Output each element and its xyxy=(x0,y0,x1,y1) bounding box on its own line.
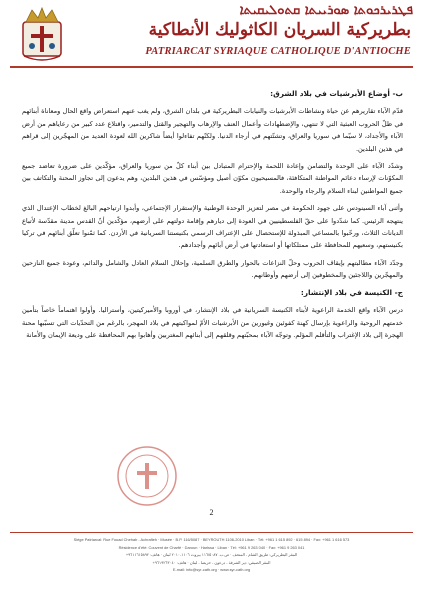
patriarchal-crest-icon xyxy=(18,6,66,64)
section-b-paragraph-2: وشدّد الآباء على الوحدة والتضامن وإعادة اللحمة والإحترام المتبادل بين أبناء كلّ من سوريا والعراق، مؤكّدين على ضرورة تعاضد جميع المكوّنات لإرساء دعائم المواطنة المتكافئة، فالمسيحيون مكوّن أصيل ومؤسّس في هذين البلدين، وهم يدعون إلى تجاوز المحنة والتكاتف بين جميع المواطنين لبناء السلام والرجاء والوحدة. xyxy=(22,162,403,195)
arabic-title: بطريركية السريان الكاثوليك الأنطاكية xyxy=(148,20,411,40)
section-b-paragraph-4: وجدّد الآباء مطالبتهم بإيقاف الحروب وحلّ النزاعات بالحوار والطرق السلمية، وإحلال السلام العادل والشامل والدائم، وعودة جميع النازحين والمهجّرين واللاجئين والمخطوفين إلى أرضهم وأوطانهم. xyxy=(22,258,403,280)
latin-title: PATRIARCAT SYRIAQUE CATHOLIQUE D'ANTIOCHE xyxy=(145,46,411,57)
letterhead xyxy=(0,0,423,84)
patriarchal-seal-stamp-icon xyxy=(116,445,178,507)
section-b-paragraph-1: قدّم الآباء تقاريرهم عن حياة ونشاطات الأبرشيات والنيابات البطريركية في بلدان الشرق، ولم يغب عنهم استعراض واقع الحال ومعاناة أبنائهم في ظلّ الحروب العبثية التي لا تنتهي، والإضطهادات وأعمال العنف والإرهاب والتهجير والقتل والتدمير، واقتلاع عدد كبير من رعاياهم من أرض الآباء والأجداد، لا سيّما في سوريا والعراق، وتشتّتهم في أرجاء الدنيا. ولكنّهم تفاءلوا أيضاً شاكرين الله لعودة العديد من المهجّرين إلى قراهم في هذين البلدين. xyxy=(22,107,403,153)
section-c-paragraph-1: درس الآباء واقع الخدمة الراعوية لأبناء الكنيسة السريانية في بلاد الإنتشار، في أوروبا والأميركيتين، وأستراليا. وأولوا اهتماماً خاصاً بتأمين خدمتهم الروحية والراعوية بإرسال كهنة كفوئين وغيورين من الأبرشيات الأمّ لمواكبتهم في بلاد المهجر، بالرغم من التحدّيات التي تسبّبها محنة الهجرة إلى بلاد الإغتراب والتأقلم المؤلم. وتوجّه الآباء بمحبّتهم وقلقهم إلى أبنائهم المغتربين وأهابوا بهم المحافظة على وديعة الإيمان والأمانة xyxy=(22,306,403,339)
section-c-heading: ج- الكنيسة في بلاد الإنتشار: xyxy=(300,287,403,297)
syriac-title: ܦܛܪܝܪܟܘܬܐ ܣܘܪܝܝܬܐ ܩܬܘܠܝܩܝܬܐ xyxy=(239,3,413,18)
footer-address-line: Siège Patriarcal: Rue Fouad Chehab - Achrafieh · Musée · B.P. 116/5087 · BEYROUTH 1106-2010 Liban · Tél: +961 1 615 892 · 615 894 · Fax: +961 1 616 573 xyxy=(73,537,350,542)
letterhead-divider xyxy=(10,66,413,68)
page-number: 2 xyxy=(209,508,214,517)
footer-divider xyxy=(10,532,413,533)
section-b-paragraph-3: وأثنى آباء السينودس على جهود الحكومة في مصر لتعزيز الوحدة الوطنية والإستقرار الإجتماعي، وأبدوا ارتياحهم البالغ لخطاب الإعتدال الذي ينتهجه الرئيس. كما شدّدوا على حقّ الفلسطينيين في العودة إلى ديارهم وإقامة دولتهم على أرضهم، مؤكّدين أنّ القدس مدينة مقدّسة لأتباع الديانات الثلاث، ورحّبوا بالمساعي المبذولة للإستحصال على الإعتراف الرسمي بكنيستنا السريانية في الأردن. كما ثمّنوا تعلّق أبنائهم في تركيا بكنيستهم، وسعيهم للمحافظة على ممتلكاتها أو استعادتها في أرض آبائهم وأجدادهم. xyxy=(22,204,403,250)
section-b-heading: ب- أوضاع الأبرشيات في بلاد الشرق: xyxy=(270,89,403,98)
footer xyxy=(10,536,413,574)
footer-summer-residence-line: Résidence d'été: Couvent de Charfé · Daroun · Harissa · Liban · Tél: +961 9 263 040 · Fax: +961 9 263 041 xyxy=(118,544,305,550)
footer-contact-line: E-mail: info@syr-cath.org · www.syr-cath.org xyxy=(172,567,251,573)
footer-arabic-address-line: المقر البطريركي: طريق الشام - المتحف · ص.ب. ١١٦/٥٠٨٧ بيروت ١١٠٦-٢٠١٠ لبنان · هاتف: ٩٦١١٦١٥٨٩٢+ xyxy=(125,552,298,558)
letter-body xyxy=(22,88,403,346)
footer-arabic-summer-line: المقر الصيفي: دير الشرفة - درعون - حريصا - لبنان · هاتف: ٩٦١٩٢٦٣٠٤٠+ xyxy=(152,559,271,565)
